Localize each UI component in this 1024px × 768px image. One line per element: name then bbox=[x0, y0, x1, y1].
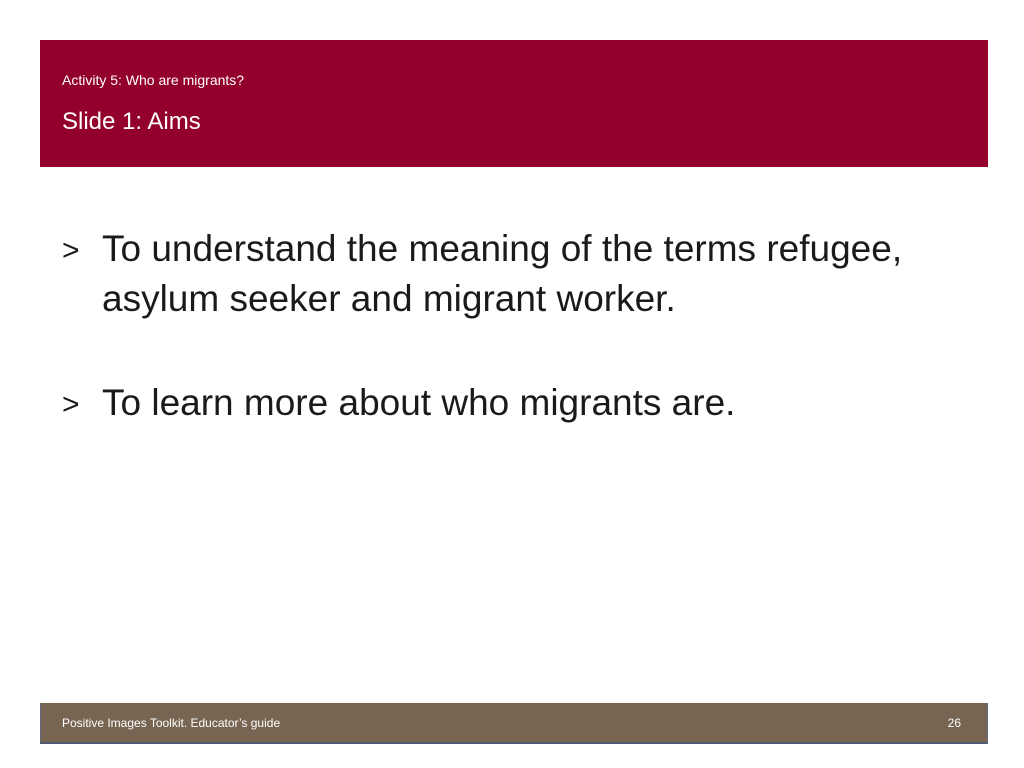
slide-header bbox=[40, 40, 988, 167]
page-number: 26 bbox=[947, 716, 961, 730]
bullet-text: To understand the meaning of the terms refugee, asylum seeker and migrant worker. bbox=[102, 228, 903, 319]
bullet-item bbox=[62, 224, 962, 324]
slide-footer bbox=[40, 703, 988, 744]
bullet-text: To learn more about who migrants are. bbox=[102, 382, 736, 423]
bullet-marker: > bbox=[62, 234, 80, 267]
bullet-item bbox=[62, 378, 962, 430]
slide-title: Slide 1: Aims bbox=[62, 108, 201, 135]
activity-label: Activity 5: Who are migrants? bbox=[62, 72, 245, 88]
bullet-marker: > bbox=[62, 388, 80, 421]
bullet-list bbox=[62, 224, 962, 484]
footer-text: Positive Images Toolkit. Educator’s guide bbox=[62, 716, 281, 730]
